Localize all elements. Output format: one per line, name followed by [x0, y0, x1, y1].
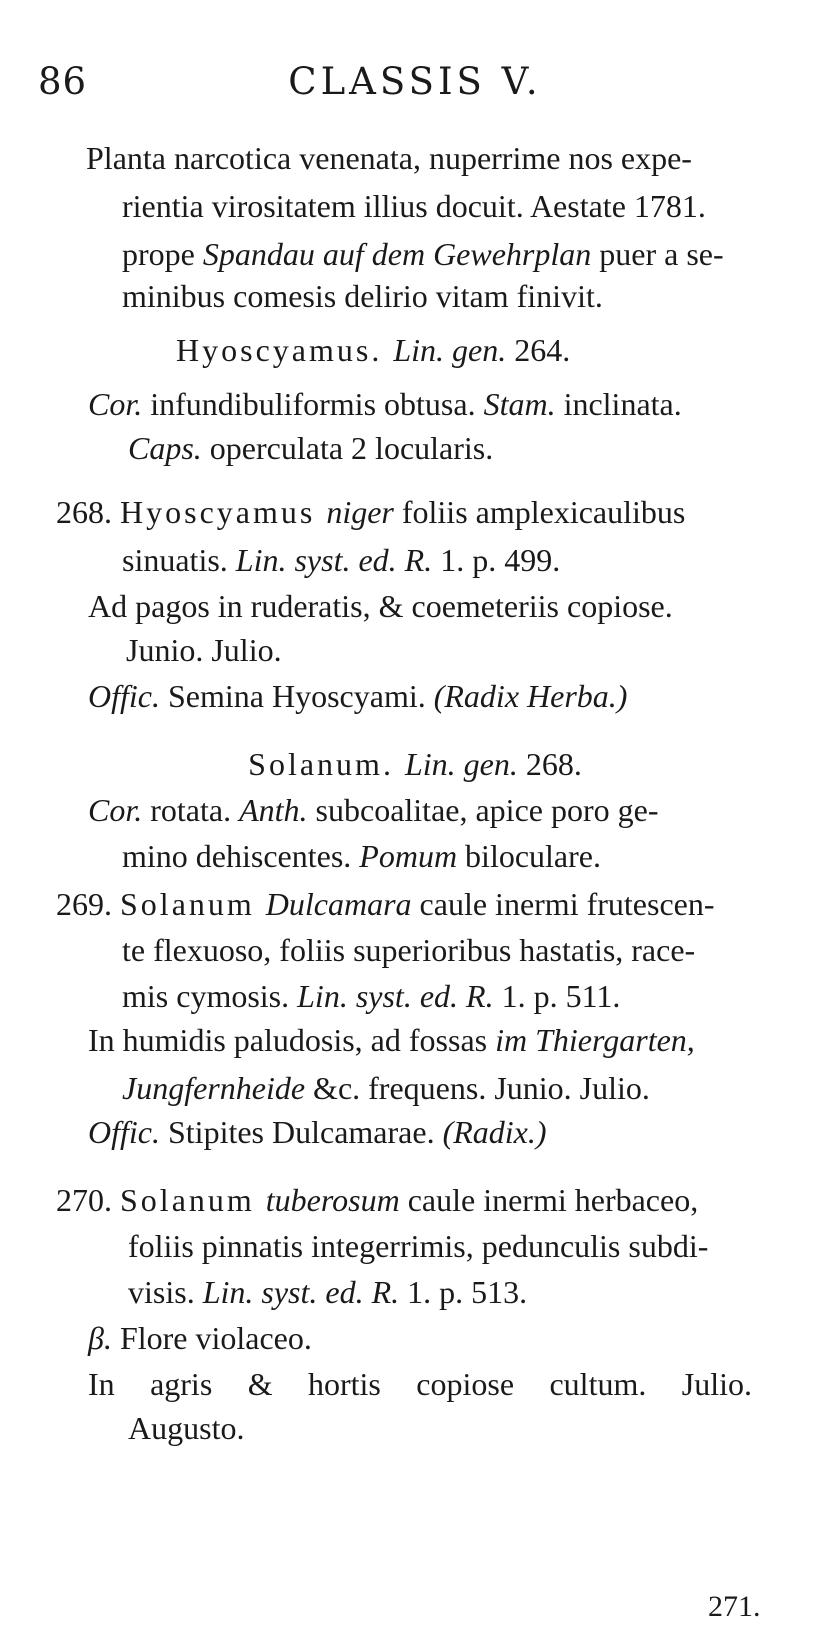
text-line: Jungfernheide &c. frequens. Junio. Julio. [122, 1070, 650, 1106]
text-line: te flexuoso, foliis superioribus hastatis, race- [122, 932, 696, 968]
text-line: mino dehiscentes. Pomum biloculare. [122, 838, 601, 874]
text-line: sinuatis. Lin. syst. ed. R. 1. p. 499. [122, 542, 561, 578]
genus-heading: Solanum. Lin. gen. 268. [248, 746, 582, 782]
running-title: CLASSIS V. [288, 60, 542, 103]
text-line: Planta narcotica venenata, nuperrime nos expe- [86, 140, 692, 176]
text-line: rientia virositatem illius docuit. Aestate 1781. [122, 188, 706, 224]
species-entry: 270. Solanum tuberosum caule inermi herbaceo, [56, 1182, 699, 1218]
text-line: In agris & hortis copiose cultum. Julio. [88, 1366, 752, 1402]
text-line: Augusto. [128, 1410, 245, 1446]
text-line: Cor. rotata. Anth. subcoalitae, apice poro ge- [88, 792, 659, 828]
page-number: 86 [38, 60, 88, 103]
species-entry: 269. Solanum Dulcamara caule inermi frutescen- [56, 886, 715, 922]
catchword: 271. [708, 1590, 761, 1623]
text-line: minibus comesis delirio vitam finivit. [122, 278, 603, 314]
species-entry: 268. Hyoscyamus niger foliis amplexicaulibus [56, 494, 686, 530]
text-line: mis cymosis. Lin. syst. ed. R. 1. p. 511. [122, 978, 621, 1014]
text-line: Caps. operculata 2 locularis. [128, 430, 494, 466]
text-line: foliis pinnatis integerrimis, pedunculis subdi- [128, 1228, 709, 1264]
text-line: visis. Lin. syst. ed. R. 1. p. 513. [128, 1274, 528, 1310]
text-line: Cor. infundibuliformis obtusa. Stam. inclinata. [88, 386, 682, 422]
text-line: In humidis paludosis, ad fossas im Thiergarten, [88, 1022, 695, 1058]
genus-heading: Hyoscyamus. Lin. gen. 264. [176, 332, 571, 368]
text-line: Offic. Semina Hyoscyami. (Radix Herba.) [88, 678, 628, 714]
text-line: Ad pagos in ruderatis, & coemeteriis copiose. [88, 588, 673, 624]
text-line: Offic. Stipites Dulcamarae. (Radix.) [88, 1114, 547, 1150]
text-line: Junio. Julio. [126, 632, 282, 668]
text-line: prope Spandau auf dem Gewehrplan puer a se- [122, 236, 724, 272]
text-line: β. Flore violaceo. [88, 1320, 312, 1356]
